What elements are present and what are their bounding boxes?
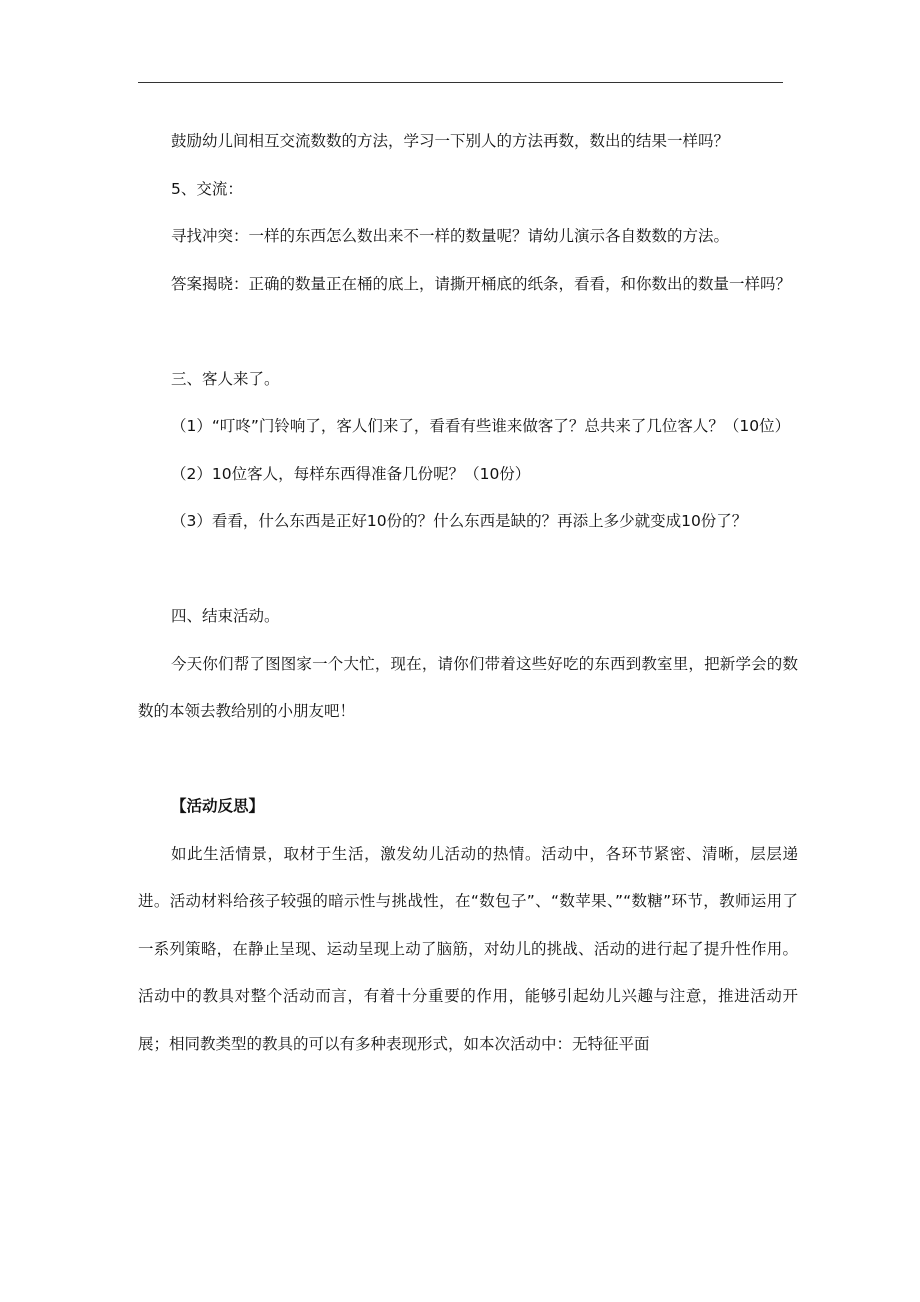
paragraph-encourage-exchange: 鼓励幼儿间相互交流数数的方法，学习一下别人的方法再数，数出的结果一样吗？ bbox=[171, 132, 730, 150]
section-four-heading: 四、结束活动。 bbox=[171, 607, 280, 625]
paragraph-reflection: 如此生活情景，取材于生活，激发幼儿活动的热情。活动中，各环节紧密、清晰，层层递进。活动材料给孩子较强的暗示性与挑战性，在“数包子”、“数苹果、”“数糖”环节，教师运用了一系列策略，在静止呈现、运动呈现上动了脑筋，对幼儿的挑战、活动的进行起了提升性作用。活动中的教具对整个活动而言，有着十分重要的作用，能够引起幼儿兴趣与注意，推进活动开展；相同教类型的教具的可以有多种表现形式，如本次活动中：无特征平面 bbox=[138, 844, 798, 1053]
paragraph-ten-guests: （2）10位客人，每样东西得准备几份呢？（10份） bbox=[171, 464, 531, 483]
spacer bbox=[138, 308, 798, 356]
paragraph-exactly-ten: （3）看看，什么东西是正好10份的？什么东西是缺的？再添上多少就变成10份了？ bbox=[171, 512, 748, 530]
paragraph-find-conflict: 寻找冲突：一样的东西怎么数出来不一样的数量呢？请幼儿演示各自数数的方法。 bbox=[171, 227, 730, 245]
reflection-heading: 【活动反思】 bbox=[171, 797, 265, 815]
paragraph-end-activity: 今天你们帮了图图家一个大忙，现在，请你们带着这些好吃的东西到教室里，把新学会的数数的本领去教给别的小朋友吧！ bbox=[138, 654, 798, 720]
step-5-exchange: 5、交流： bbox=[171, 179, 243, 198]
paragraph-answer-reveal: 答案揭晓：正确的数量正在桶的底上，请撕开桶底的纸条，看看，和你数出的数量一样吗？ bbox=[171, 274, 792, 293]
header-rule bbox=[138, 82, 783, 83]
paragraph-guests-arrive: （1）“叮咚”门铃响了，客人们来了，看看有些谁来做客了？总共来了几位客人？（10位） bbox=[171, 417, 791, 435]
document-body bbox=[138, 118, 798, 1068]
section-three-heading: 三、客人来了。 bbox=[171, 369, 280, 388]
spacer bbox=[138, 546, 798, 594]
spacer bbox=[138, 736, 798, 784]
